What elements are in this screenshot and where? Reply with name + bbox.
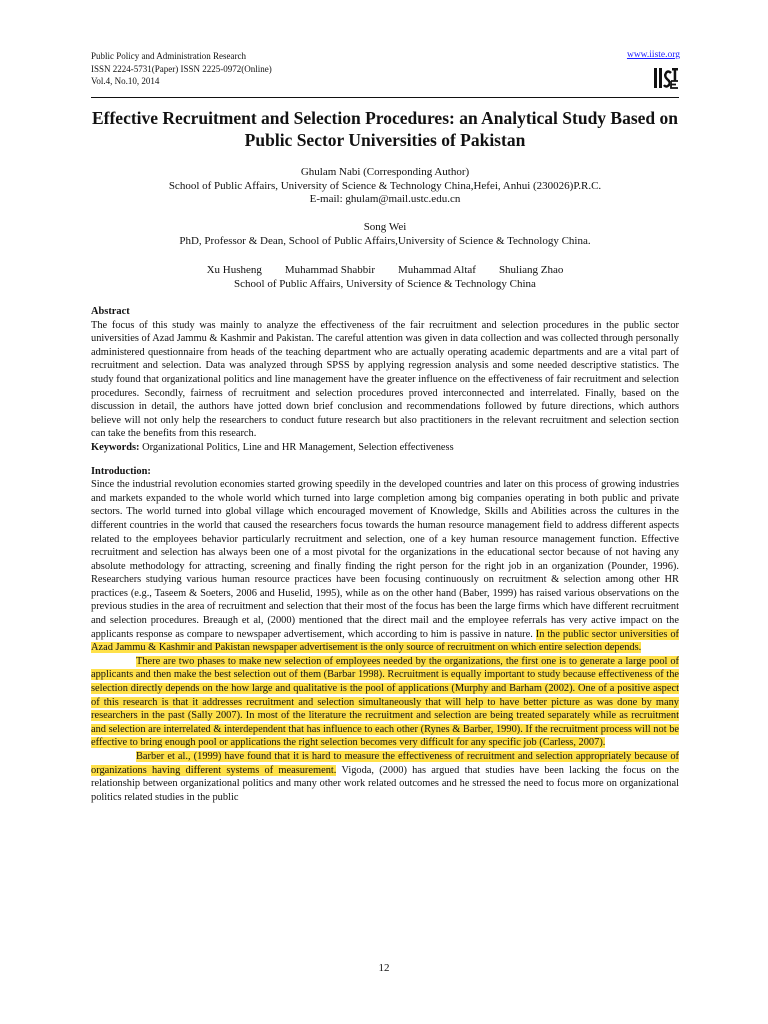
coauthor-names [91, 264, 679, 278]
author-block-1 [91, 166, 679, 207]
author-block-3 [91, 264, 679, 291]
highlighted-text: There are two phases to make new selection of employees needed by the organizations, the first one is to generate a large pool of applicants and then make the best selection out of them (Barbar 1998). Recruitment is equally important to study because effectiveness of the selection directly depends on the how large and qualitative is the pool of applications (Murphy and Barham (2002). One of a positive aspect of this research is that it addresses recruitment and selection simultaneously that will help to have better picture as was done by many researchers in the past (Sally 2007). In most of the literature the recruitment and selection are being treated separately while as recruitment and selection are interrelated & interdependent that has influence to each other (Rynes & Barber, 1990). If the recruitment process will not be effective to bring enough pool or applications the right selection becomes very difficult for any specific job (Carless, 2007). [91, 655, 679, 749]
intro-paragraph-2 [91, 655, 679, 750]
paper-body [91, 305, 679, 804]
intro-p3-text: Vigoda, (2000) has argued that studies have been lacking the focus on the relationship between organizational politics and many other work related outcomes and he stressed the need to focus more on organizational politics related studies in the public [91, 764, 679, 803]
page-number: 12 [378, 962, 390, 974]
author-name: Ghulam Nabi (Corresponding Author) [300, 166, 470, 178]
author-block-2 [91, 221, 679, 248]
journal-name: Public Policy and Administration Research [91, 51, 246, 61]
author-name: Song Wei [363, 221, 407, 233]
coauthor-name: Xu Husheng [206, 264, 262, 276]
highlighted-text: In the public sector universities of Azad Jammu & Kashmir and Pakistan newspaper advertisement is the only source of recruitment on which entire selection depends. [91, 628, 679, 654]
coauthor-affiliation: School of Public Affairs, University of Science & Technology China [234, 277, 536, 290]
abstract-text: The focus of this study was mainly to analyze the effectiveness of the fair recruitment and selection procedures in the public sector universities of Azad Jammu & Kashmir and Pakistan. The careful attention was given in data collection and was collected through personally administered questionnaire from heads of the teaching department who are actually operating academic departments and are a vital part of recruitment and selection. Data was analyzed through SPSS by applying regression analysis and some needed descriptive statistics. The study found that organizational politics and line management have the greater influence on the effectiveness of fair recruitment and selection procedures. Secondly, fairness of recruitment and selection procedures proved interconnected and interrelated. Finally, based on the discussion in detail, the authors have jotted down brief conclusion and recommendations followed by future directions, which authors believe will not only help the researchers to conduct future research but also practitioners in the relevant recruitment and selection section can take the benefits from this research. [91, 319, 679, 440]
journal-volume: Vol.4, No.10, 2014 [91, 76, 160, 86]
header-rule [91, 97, 679, 98]
paper-title: Effective Recruitment and Selection Procedures: an Analytical Study Based on Public Sector Universities of Pakistan [91, 108, 679, 150]
keywords-line [91, 441, 679, 455]
website-link[interactable]: www.iiste.org [626, 50, 680, 60]
coauthor-name: Muhammad Altaf [398, 264, 476, 276]
coauthor-name: Muhammad Shabbir [284, 264, 376, 276]
author-affiliation: School of Public Affairs, University of Science & Technology China,Hefei, Anhui (230026)P.R.C. [168, 179, 602, 192]
journal-issn: ISSN 2224-5731(Paper) ISSN 2225-0972(Online) [91, 63, 272, 74]
journal-header [91, 50, 272, 88]
intro-p1-text: Since the industrial revolution economies started growing speedily in the developed countries and later on this process of growing industries and markets expanded to the whole world which turned into large completion among big companies operating in both public and private sectors. The world turned into global village which encouraged movement of Knowledge, Skills and Abilities across the cultures in the different countries in the world that caused the researchers focus towards the human resource management field to address different aspects related to the employees behavior particularly recruitment and selection, one of a key human resource management function. Effective recruitment and selection has always been one of a most pivotal for the organizations in the educational sector because of not having any absolute methodology for attracting, screening and finally finding the right person for the right job in an organization (Pounder, 1996). Researchers studying various human resource practices have been focusing continuously on recruitment & selection among other HR practices (e.g., Taseem & Soeters, 2006 and Huselid, 1995), while as on the other hand (Baber, 1999) has raised various observations on the previous studies in the area of recruitment and selection that their most of the focus has been the large firms which have different recruitment and selection procedures. Breaugh et al, (2000) mentioned that the direct mail and the employee referrals has very active impact on the applicants response as compare to newspaper advertisement, which according to him is passive in nature. [91, 479, 679, 640]
author-email: E-mail: ghulam@mail.ustc.edu.cn [309, 193, 461, 205]
keywords-label: Keywords: [91, 441, 140, 453]
highlighted-text: Barber et al., (1999) have found that it is hard to measure the effectiveness of recruitment and selection appropriately because of organizations having different systems of measurement. [91, 751, 679, 776]
author-affiliation: PhD, Professor & Dean, School of Public Affairs,University of Science & Technology China. [179, 234, 591, 247]
introduction-heading: Introduction: [91, 465, 151, 477]
iiste-logo-icon [653, 65, 679, 91]
header-right [592, 50, 680, 96]
intro-paragraph-1 [91, 478, 679, 655]
intro-paragraph-3 [91, 750, 679, 804]
keywords-text: Organizational Politics, Line and HR Management, Selection effectiveness [139, 441, 454, 453]
coauthor-name: Shuliang Zhao [498, 264, 564, 276]
abstract-heading: Abstract [91, 306, 130, 317]
